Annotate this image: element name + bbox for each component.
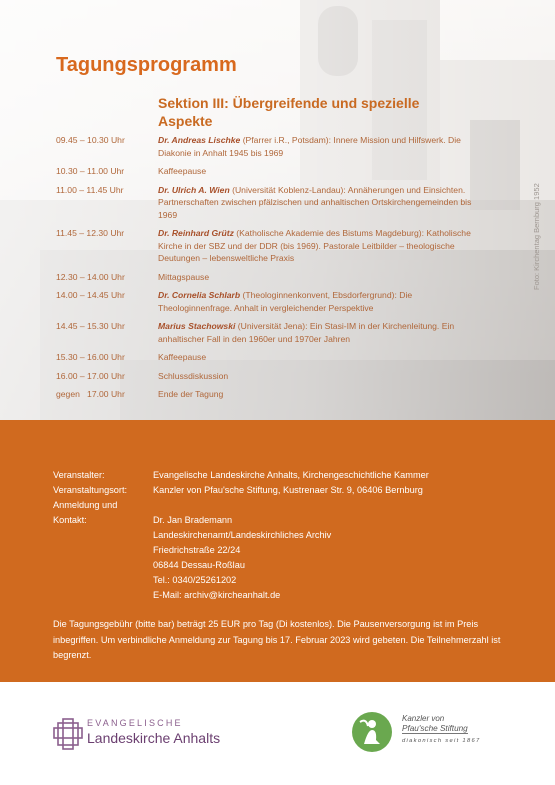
page-title: Tagungsprogramm [56,54,237,76]
speaker-name: Dr. Andreas Lischke [158,135,241,145]
talk-text: Mittagspause [158,271,210,282]
schedule-description [158,134,486,159]
contact-name: Dr. Jan Brademann [153,515,233,525]
talk-text: Ende der Tagung [158,389,224,399]
contact-street: Friedrichstraße 22/24 [153,545,241,555]
schedule-time: 11.45 – 12.30 Uhr [56,228,125,238]
speaker-name: Dr. Reinhard Grütz [158,228,234,238]
schedule-time: 12.30 – 14.00 Uhr [56,271,125,282]
contact-label-row [53,498,503,513]
speaker-name: Dr. Ulrich A. Wien [158,184,230,195]
talk-text: Kaffeepause [158,166,207,176]
schedule-time: gegen 17.00 Uhr [56,389,125,399]
footer [0,682,555,785]
organizer-value: Evangelische Landeskirche Anhalts, Kirchengeschichtliche Kammer [153,470,429,480]
schedule-time: 14.00 – 14.45 Uhr [56,290,125,300]
contact-email: E-Mail: archiv@kircheanhalt.de [153,590,281,600]
logo-text-kanzler: Kanzler von [402,714,445,723]
schedule-time: 15.30 – 16.00 Uhr [56,352,125,362]
venue-row [53,483,503,498]
schedule-time: 10.30 – 11.00 Uhr [56,166,125,176]
landeskirche-logo [53,718,253,752]
contact-phone: Tel.: 0340/25261202 [153,575,237,585]
pfau-stiftung-logo [350,710,500,754]
logo-text-stiftung: Pfau'sche Stiftung [402,724,468,733]
photo-credit: Foto: Kirchentag Bernburg 1952 [532,183,541,290]
logo-text-landeskirche: Landeskirche Anhalts [87,730,221,746]
logo-text-evangelische: EVANGELISCHE [87,718,183,728]
speaker-name: Dr. Cornelia Schlarb [158,290,241,300]
schedule-description [158,370,486,383]
contact-row [53,513,503,603]
talk-text: (Katholische Akademie des Bistums Magdeburg): Katholische Kirche in der SBZ und der DDR (bis 1969). Pastorale Leitbilder – theologische Deutungen – lebensweltliche Praxis [158,228,471,263]
contact-label-1: Anmeldung und [53,500,118,510]
venue-label: Veranstaltungsort: [53,485,128,495]
contact-lines [153,513,503,603]
schedule-list [56,134,486,407]
schedule-description [158,320,486,345]
schedule-description [158,271,486,284]
organizer-row [53,468,503,483]
schedule-row [56,320,486,345]
schedule-row [56,370,486,383]
organizer-label: Veranstalter: [53,470,105,480]
schedule-row [56,289,486,314]
schedule-row [56,184,486,222]
talk-text: Schlussdiskussion [158,370,229,381]
info-band [0,420,555,682]
schedule-description [158,184,486,222]
logo-text-diakonisch: diakonisch seit 1867 [402,738,481,744]
schedule-row [56,351,486,364]
talk-text: (Universität Jena): Ein Stasi-IM in der Kirchenleitung. Ein anhaltischer Fall in den 1960er und 1970er Jahren [158,321,455,344]
schedule-time: 11.00 – 11.45 Uhr [56,184,124,195]
section-title: Sektion III: Übergreifende und spezielle Aspekte [158,95,420,129]
schedule-description [158,227,486,265]
info-block [53,468,503,603]
schedule-time: 16.00 – 17.00 Uhr [56,370,125,381]
talk-text: (Universität Koblenz-Landau): Annäherungen und Einsichten. Partnerschaften zwischen pfälzischen und anhaltischen Ortskirchengemeinden bis 1969 [158,184,472,220]
schedule-row [56,388,486,401]
schedule-description [158,388,486,401]
contact-city: 06844 Dessau-Roßlau [153,560,245,570]
schedule-time: 14.45 – 15.30 Uhr [56,321,125,331]
schedule-description [158,165,486,178]
schedule-time: 09.45 – 10.30 Uhr [56,135,125,145]
schedule-description [158,351,486,364]
fee-text: Die Tagungsgebühr (bitte bar) beträgt 25 EUR pro Tag (Di kostenlos). Die Pausenversorgung ist im Preis inbegriffen. Um verbindliche Anmeldung zur Tagung bis 17. Februar 2023 wird gebeten. Die Teilnehmerzahl ist begrenzt. [53,619,501,660]
talk-text: (Theologinnenkonvent, Ebsdorfergrund): Die Theologinnenfrage. Anhalt in vergleichender Perspektive [158,290,413,313]
talk-text: Kaffeepause [158,352,207,362]
schedule-description [158,289,486,314]
contact-office: Landeskirchenamt/Landeskirchliches Archiv [153,530,332,540]
cross-logo-icon [53,718,83,750]
venue-value: Kanzler von Pfau'sche Stiftung, Kustrenaer Str. 9, 06406 Bernburg [153,485,423,495]
contact-label-2: Kontakt: [53,515,87,525]
schedule-row [56,165,486,178]
speaker-name: Marius Stachowski [158,321,236,331]
schedule-row [56,227,486,265]
schedule-row [56,134,486,159]
talk-text: (Pfarrer i.R., Potsdam): Innere Mission und Hilfswerk. Die Diakonie in Anhalt 1945 bis 1969 [158,135,461,158]
schedule-row [56,271,486,284]
stiftung-emblem-icon [350,710,394,754]
